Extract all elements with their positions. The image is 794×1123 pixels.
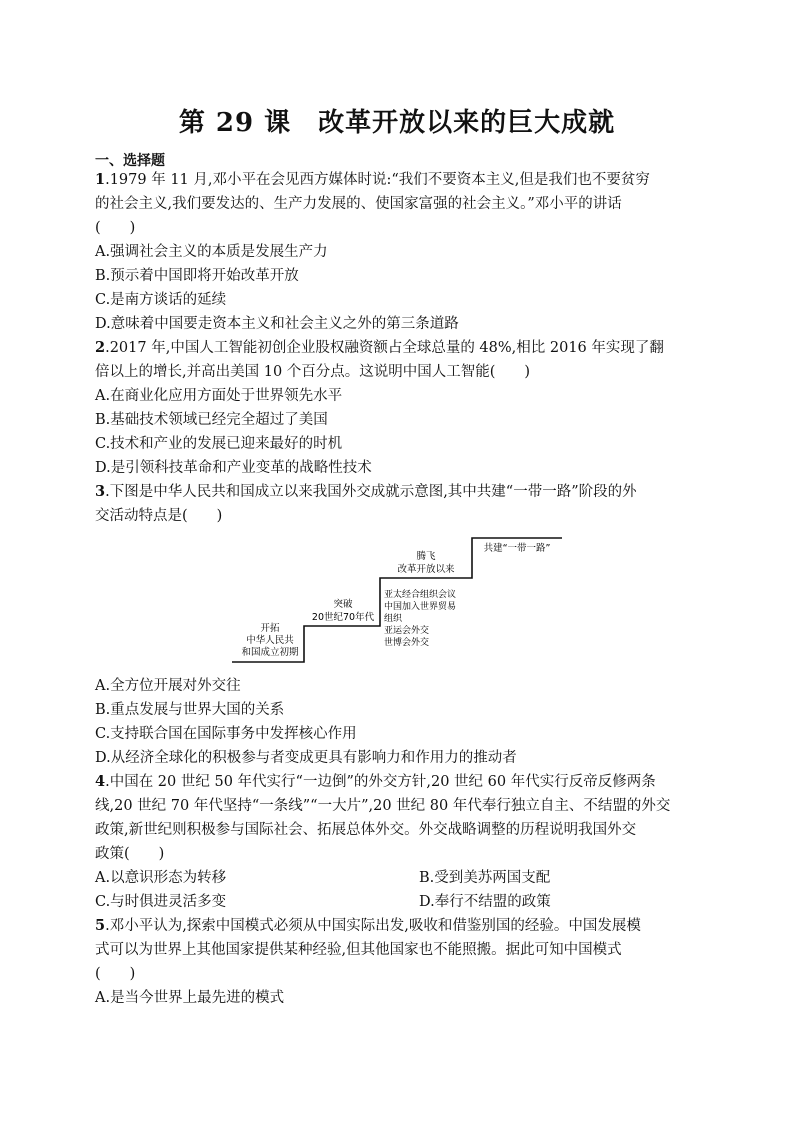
q4-option-a[interactable]: A.以意识形态为转移	[95, 870, 227, 886]
q4-line-4: 政策( )	[95, 846, 165, 862]
q3-option-c[interactable]: C.支持联合国在国际事务中发挥核心作用	[95, 726, 357, 742]
q5-number: 5	[95, 917, 106, 934]
q2-option-b[interactable]: B.基础技术领域已经完全超过了美国	[95, 412, 328, 428]
q2-line-2: 倍以上的增长,并高出美国 10 个百分点。这说明中国人工智能( )	[95, 364, 531, 380]
q5-option-a[interactable]: A.是当今世界上最先进的模式	[95, 990, 285, 1006]
step3-detail-4: 亚运会外交	[384, 626, 430, 636]
q4-number: 4	[95, 773, 106, 790]
q4-option-b[interactable]: B.受到美苏两国支配	[419, 870, 551, 886]
q4-option-c[interactable]: C.与时俱进灵活多变	[95, 894, 227, 910]
q3-option-a[interactable]: A.全方位开展对外交往	[95, 678, 241, 694]
q2-number: 2	[95, 339, 106, 356]
q2-option-c[interactable]: C.技术和产业的发展已迎来最好的时机	[95, 436, 343, 452]
step3-detail-1: 亚太经合组织会议	[384, 590, 457, 600]
q3-number: 3	[95, 483, 106, 500]
q3-option-b[interactable]: B.重点发展与世界大国的关系	[95, 702, 285, 718]
page-title: 第 29 课 改革开放以来的巨大成就	[178, 108, 616, 138]
q1-option-d[interactable]: D.意味着中国要走资本主义和社会主义之外的第三条道路	[95, 316, 459, 332]
q1-number: 1	[95, 171, 106, 188]
q1-option-c[interactable]: C.是南方谈话的延续	[95, 292, 227, 308]
step4-label: 共建“一带一路”	[483, 543, 551, 554]
q5-line-2: 式可以为世界上其他国家提供某种经验,但其他国家也不能照搬。据此可知中国模式	[95, 942, 622, 958]
step2-line-1: 突破	[333, 599, 353, 610]
step1-line-3: 和国成立初期	[241, 647, 299, 658]
q4-line-1: 4.中国在 20 世纪 50 年代实行“一边倒”的外交方针,20 世纪 60 年代实行反帝反修两条	[95, 773, 656, 790]
q2-option-d[interactable]: D.是引领科技革命和产业变革的战略性技术	[95, 460, 372, 476]
step2-line-2: 20世纪70年代	[311, 612, 375, 623]
step1-line-1: 开拓	[260, 623, 280, 634]
step3-line-1: 腾飞	[416, 551, 436, 562]
q2-line-1: 2.2017 年,中国人工智能初创企业股权融资额占全球总量的 48%,相比 2016 年实现了翻	[95, 339, 664, 356]
q2-option-a[interactable]: A.在商业化应用方面处于世界领先水平	[95, 388, 343, 404]
q1-option-a[interactable]: A.强调社会主义的本质是发展生产力	[95, 244, 328, 260]
q4-options-row-2	[95, 892, 695, 912]
q4-option-d[interactable]: D.奉行不结盟的政策	[419, 894, 551, 910]
step3-line-2: 改革开放以来	[397, 564, 455, 575]
q1-line-2: 的社会主义,我们要发达的、生产力发展的、使国家富强的社会主义。”邓小平的讲话	[95, 196, 622, 212]
section-heading: 一、选择题	[95, 153, 165, 169]
q1-answer-blank: ( )	[95, 220, 136, 236]
q3-line-2: 交活动特点是( )	[95, 508, 223, 524]
q1-option-b[interactable]: B.预示着中国即将开始改革开放	[95, 268, 299, 284]
q4-line-3: 政策,新世纪则积极参与国际社会、拓展总体外交。外交战略调整的历程说明我国外交	[95, 822, 637, 838]
q4-options-row-1	[95, 868, 695, 888]
q4-line-2: 线,20 世纪 70 年代坚持“一条线”“一大片”,20 世纪 80 年代奉行独立自主、不结盟的外交	[95, 798, 671, 814]
q1-line-1: 1.1979 年 11 月,邓小平在会见西方媒体时说:“我们不要资本主义,但是我们也不要贫穷	[95, 171, 650, 188]
q5-answer-blank: ( )	[95, 966, 136, 982]
q3-line-1: 3.下图是中华人民共和国成立以来我国外交成就示意图,其中共建“一带一路”阶段的外	[95, 483, 637, 500]
step1-line-2: 中华人民共	[246, 635, 294, 646]
step3-detail-3: 组织	[384, 614, 403, 624]
q3-option-d[interactable]: D.从经济全球化的积极参与者变成更具有影响力和作用力的推动者	[95, 750, 517, 766]
step3-detail-5: 世博会外交	[384, 638, 430, 648]
step3-detail-2: 中国加入世界贸易	[384, 602, 457, 612]
q5-line-1: 5.邓小平认为,探索中国模式必须从中国实际出发,吸收和借鉴别国的经验。中国发展模	[95, 917, 641, 934]
